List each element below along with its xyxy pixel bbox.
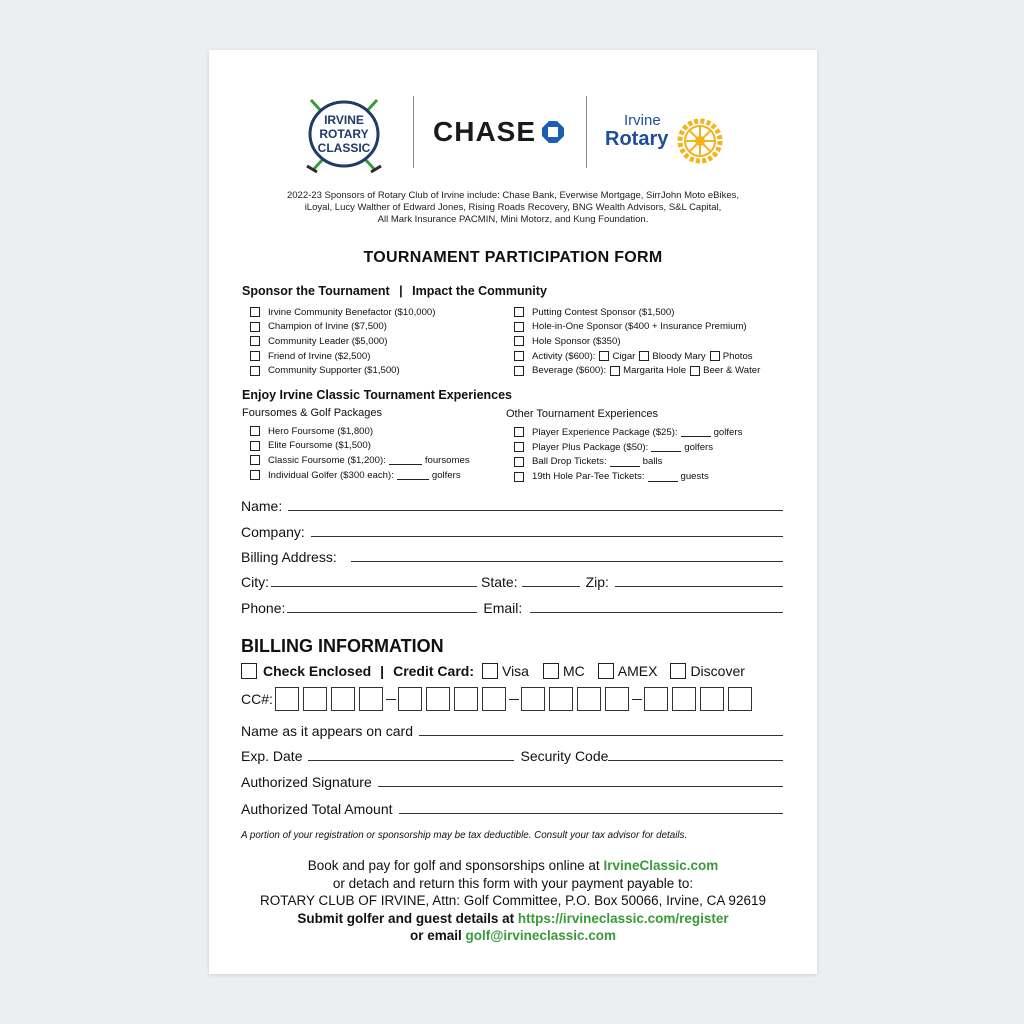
cc-digit-box[interactable] [454,687,478,711]
beverage-option[interactable]: Beverage ($600): Margarita Hole Beer & Water [514,363,760,378]
experience-option[interactable]: Player Experience Package ($25): golfers [514,425,742,440]
sponsors-list [239,190,787,226]
sponsor-option[interactable]: Hole-in-One Sponsor ($400 + Insurance Premium) [514,320,760,335]
billing-title: BILLING INFORMATION [241,636,444,656]
checkbox[interactable] [250,336,260,346]
check-enclosed-label: Check Enclosed [263,663,372,679]
checkbox[interactable] [250,366,260,376]
checkbox[interactable] [250,441,260,451]
cc-digit-box[interactable] [482,687,506,711]
checkbox[interactable] [514,307,524,317]
quantity-blank[interactable] [389,455,422,465]
footer [209,857,817,945]
security-code-line[interactable] [608,760,783,761]
logo-divider [586,96,587,168]
form-title: TOURNAMENT PARTICIPATION FORM [363,249,663,266]
cc-digit-box[interactable] [700,687,724,711]
register-link[interactable]: https://irvineclassic.com/register [517,910,729,926]
checkbox[interactable] [599,351,609,361]
tax-note: A portion of your registration or sponsorship may be tax deductible. Consult your tax advisor for details. [241,830,688,841]
exp-date-label: Exp. Date [241,748,303,764]
footer-line: or detach and return this form with your payment payable to: [332,875,694,891]
irvine-rotary-classic-logo [301,96,387,176]
exp-security-row [241,748,783,764]
phone-label: Phone: [241,600,286,616]
total-amount-line[interactable] [399,813,783,814]
checkbox[interactable] [250,351,260,361]
sponsor-option[interactable]: Community Leader ($5,000) [250,334,435,349]
rotary-wheel-icon [677,118,723,164]
chase-logo-text: CHASE [433,116,537,147]
experiences-heading: Enjoy Irvine Classic Tournament Experiences [242,388,513,402]
mc-label: MC [562,663,585,679]
checkbox[interactable] [250,470,260,480]
billing-address-line[interactable] [351,561,783,562]
sponsor-option[interactable]: Putting Contest Sponsor ($1,500) [514,305,760,320]
logo-word-2: ROTARY [319,127,369,141]
payment-method-row [241,663,745,679]
checkbox[interactable] [514,322,524,332]
experience-option[interactable]: Individual Golfer ($300 each): golfers [250,468,470,483]
checkbox[interactable] [514,366,524,376]
checkbox[interactable] [250,455,260,465]
cc-digit-box[interactable] [398,687,422,711]
cc-digit-box[interactable] [549,687,573,711]
email-label: Email: [483,600,523,616]
signature-line[interactable] [378,786,783,787]
quantity-blank[interactable] [681,427,711,437]
city-label: City: [241,574,269,590]
cc-digit-box[interactable] [644,687,668,711]
checkbox[interactable] [514,457,524,467]
heading-separator: | [399,284,403,298]
cc-digit-box[interactable] [331,687,355,711]
sponsor-option[interactable]: Champion of Irvine ($7,500) [250,320,435,335]
footer-line: Book and pay for golf and sponsorships online at IrvineClassic.com [307,858,719,873]
experience-option[interactable]: Elite Foursome ($1,500) [250,439,470,454]
experience-option[interactable]: Ball Drop Tickets: balls [514,455,742,470]
sponsor-heading-left: Sponsor the Tournament [242,284,390,298]
chase-octagon-icon [541,120,565,144]
zip-line[interactable] [615,586,783,587]
checkbox[interactable] [514,472,524,482]
sponsor-option[interactable]: Irvine Community Benefactor ($10,000) [250,305,435,320]
sponsor-option[interactable]: Community Supporter ($1,500) [250,363,435,378]
city-state-zip-row [241,574,783,590]
quantity-blank[interactable] [610,457,640,467]
quantity-blank[interactable] [648,472,678,482]
cc-digit-box[interactable] [303,687,327,711]
cc-dash [509,699,519,700]
checkbox[interactable] [514,336,524,346]
form-page [209,50,817,974]
total-amount-field[interactable]: Authorized Total Amount [241,801,783,817]
logo-word-1: IRVINE [324,113,364,127]
experience-option[interactable]: Player Plus Package ($50): golfers [514,440,742,455]
cc-digit-box[interactable] [577,687,601,711]
payment-separator: | [380,663,385,679]
phone-line[interactable] [287,612,477,613]
sponsors-line: All Mark Insurance PACMIN, Mini Motorz, and Kung Foundation. [377,214,649,225]
sponsor-heading-right: Impact the Community [412,284,547,298]
cc-digit-box[interactable] [275,687,299,711]
cc-number-row [241,687,756,711]
amex-checkbox[interactable] [598,663,614,679]
city-line[interactable] [271,586,477,587]
website-link[interactable]: IrvineClassic.com [603,858,719,873]
cc-digit-box[interactable] [426,687,450,711]
checkbox[interactable] [610,366,620,376]
discover-label: Discover [690,663,745,679]
phone-email-row [241,600,783,616]
experiences-right-options [514,425,742,484]
state-line[interactable] [522,586,580,587]
cc-label: CC#: [241,691,273,707]
checkbox[interactable] [710,351,720,361]
cc-digit-box[interactable] [728,687,752,711]
mc-checkbox[interactable] [543,663,559,679]
irvine-rotary-big-text: Rotary [605,128,669,150]
footer-line: ROTARY CLUB OF IRVINE, Attn: Golf Committee, P.O. Box 50066, Irvine, CA 92619 [260,893,766,908]
checkbox[interactable] [514,442,524,452]
footer-line: or email golf@irvineclassic.com [409,928,616,943]
checkbox[interactable] [639,351,649,361]
visa-checkbox[interactable] [482,663,498,679]
cc-digit-box[interactable] [605,687,629,711]
sponsor-option[interactable]: Hole Sponsor ($350) [514,334,760,349]
experiences-left-subheading: Foursomes & Golf Packages [242,407,383,419]
checkbox[interactable] [514,427,524,437]
sponsors-line: iLoyal, Lucy Walther of Edward Jones, Rising Roads Recovery, BNG Wealth Advisors, S&L Capital, [304,202,722,213]
name-field[interactable]: Name: [241,498,783,514]
check-enclosed-checkbox[interactable] [241,663,257,679]
checkbox[interactable] [250,322,260,332]
security-code-label: Security Code [520,748,609,764]
activity-option[interactable]: Activity ($600): Cigar Bloody Mary Photos [514,349,760,364]
quantity-blank[interactable] [651,442,681,452]
sponsor-heading [242,284,547,298]
experience-option[interactable]: Hero Foursome ($1,800) [250,424,470,439]
name-line[interactable] [288,510,783,511]
sponsor-left-options [250,305,435,378]
exp-date-line[interactable] [308,760,514,761]
cc-digit-box[interactable] [521,687,545,711]
email-line[interactable] [530,612,783,613]
sponsor-option[interactable]: Friend of Irvine ($2,500) [250,349,435,364]
zip-label: Zip: [585,574,609,590]
checkbox[interactable] [514,351,524,361]
sponsors-line: 2022-23 Sponsors of Rotary Club of Irvine include: Chase Bank, Everwise Mortgage, SirrJohn Moto eBikes, [286,190,739,201]
irvine-rotary-small-text: Irvine [624,112,661,129]
experiences-right-subheading: Other Tournament Experiences [506,408,659,420]
visa-label: Visa [501,663,529,679]
cc-dash [386,699,396,700]
sponsor-right-options [514,305,760,378]
company-line[interactable] [311,536,783,537]
checkbox[interactable] [250,426,260,436]
discover-checkbox[interactable] [670,663,686,679]
name-on-card-field[interactable]: Name as it appears on card [241,723,783,739]
email-link[interactable]: golf@irvineclassic.com [465,928,616,943]
checkbox[interactable] [250,307,260,317]
footer-line: Submit golfer and guest details at https://irvineclassic.com/register [297,910,729,926]
company-field[interactable]: Company: [241,524,783,540]
name-on-card-line[interactable] [419,735,783,736]
cc-digit-box[interactable] [672,687,696,711]
state-label: State: [481,574,518,590]
experience-option[interactable]: Classic Foursome ($1,200): foursomes [250,453,470,468]
cc-digit-box[interactable] [359,687,383,711]
cc-dash [632,699,642,700]
experience-option[interactable]: 19th Hole Par-Tee Tickets: guests [514,469,742,484]
signature-field[interactable]: Authorized Signature [241,774,783,790]
logo-divider [413,96,414,168]
checkbox[interactable] [690,366,700,376]
experiences-left-options [250,424,470,482]
credit-card-label: Credit Card: [393,663,474,679]
quantity-blank[interactable] [397,470,429,480]
logo-word-3: CLASSIC [317,141,371,155]
billing-address-field[interactable]: Billing Address: [241,549,783,565]
amex-label: AMEX [617,663,658,679]
